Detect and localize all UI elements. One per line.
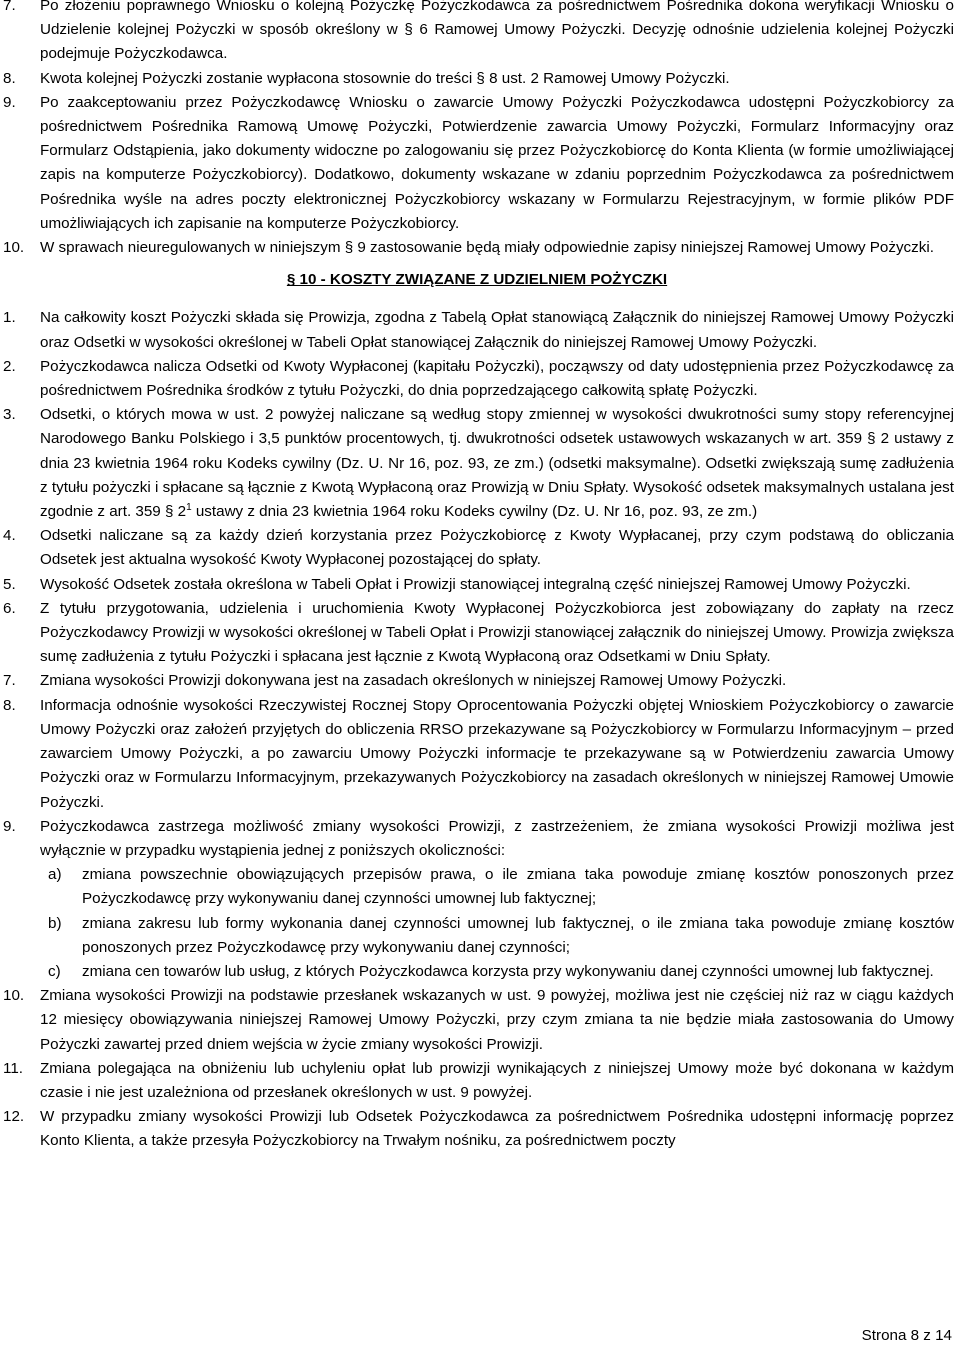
sub-list-item-letter: b) [48, 914, 62, 932]
sub-list-item [0, 960, 954, 984]
list-item [0, 573, 954, 597]
list-item [0, 669, 954, 693]
list-item [0, 597, 954, 670]
list-item-number: 6. [3, 599, 16, 617]
list-item-text: Pożyczkodawca zastrzega możliwość zmiany wysokości Prowizji, z zastrzeżeniem, że zmiana wysokości Prowizji możliwa jest wyłącznie w przypadku wystąpienia jednej z poniższych okoliczności: [40, 817, 954, 859]
list-item [0, 1057, 954, 1105]
sub-list-item-letter: a) [48, 866, 62, 884]
sub-list-item [0, 863, 954, 911]
section-heading: § 10 - KOSZTY ZWIĄZANE Z UDZIELNIEM POŻYCZKI [286, 271, 668, 289]
list-item [0, 236, 954, 260]
list-item-number: 5. [3, 575, 16, 593]
sub-list-item [0, 912, 954, 960]
list-item-number: 12. [3, 1108, 25, 1126]
superscript: 1 [186, 502, 192, 513]
list-item-text: Po złożeniu poprawnego Wniosku o kolejną Pożyczkę Pożyczkodawca za pośrednictwem Pośrednika dokona weryfikacji Wniosku o Udzielenie kolejnej Pożyczki w sposób określony w § 6 Ramowej Umowy Pożyczki. Decyzję odnośnie udzielenia kolejnej Pożyczki podejmuje Pożyczkodawca. [40, 0, 954, 63]
list-item-text-part: Odsetki, o których mowa w ust. 2 powyżej naliczane są według stopy zmiennej w wysokości dwukrotności sumy stopy referencyjnej Narodowego Banku Polskiego i 3,5 punktów procentowych, tj. dwukrotności odsetek ustawowych wskazanych w art. 359 § 2 ustawy z dnia 23 kwietnia 1964 roku Kodeks cywilny (Dz. U. Nr 16, poz. 93, ze zm.) (odsetki maksymalne). Odsetki zwiększają sumę zadłużenia z tytułu pożyczki i spłacane są łącznie z Kwotą Wypłaconą oraz Prowizją w Dniu Spłaty. Wysokość odsetek maksymalnych ustalana jest zgodnie z art. 359 § 2 [40, 406, 954, 521]
list-item-number: 1. [3, 309, 16, 327]
list-item-text [40, 403, 954, 524]
list-item-text: Zmiana wysokości Prowizji dokonywana jest na zasadach określonych w niniejszej Ramowej Umowy Pożyczki. [40, 672, 787, 690]
list-item-number: 11. [3, 1059, 23, 1077]
list-item-number: 3. [3, 406, 16, 424]
list-item [0, 403, 954, 524]
list-item-number: 8. [3, 69, 16, 87]
sub-list-item-text: zmiana powszechnie obowiązujących przepisów prawa, o ile zmiana taka powoduje zmianę kosztów ponoszonych przez Pożyczkodawcę przy wykonywaniu danej czynności umownej lub faktycznej; [82, 866, 954, 908]
list-item-text: Zmiana polegająca na obniżeniu lub uchyleniu opłat lub prowizji wynikających z niniejszej Umowy może być dokonana w każdym czasie i nie jest uzależniona od przesłanek określonych w ust. 9 powyżej. [40, 1059, 954, 1101]
list-item-text: W przypadku zmiany wysokości Prowizji lub Odsetek Pożyczkodawca za pośrednictwem Pośrednika udostępni informację poprzez Konto Klienta, a także przesyła Pożyczkobiorcy na Trwałym nośniku, za pośrednictwem poczty [40, 1108, 954, 1150]
list-item-text: Pożyczkodawca nalicza Odsetki od Kwoty Wypłaconej (kapitału Pożyczki), począwszy od daty udostępnienia przez Pożyczkodawcę za pośrednictwem Pośrednika środków z tytułu Pożyczki, do dnia poprzedzającego całkowitą spłatę Pożyczki. [40, 357, 954, 400]
list-item-number: 2. [3, 357, 16, 375]
list-item [0, 91, 954, 236]
list-item-number: 9. [3, 93, 16, 111]
list-item-number: 8. [3, 696, 16, 714]
list-item [0, 306, 954, 354]
list-item-text: Informacja odnośnie wysokości Rzeczywistej Rocznej Stopy Oprocentowania Pożyczki objętej Wnioskiem Pożyczkobiorcy o zawarcie Umowy Pożyczki oraz założeń przyjętych do obliczenia RRSO przekazywane są Pożyczkobiorcy w Formularzu Informacyjnym – przed zawarciem Umowy Pożyczki, a po zawarciu Umowy Pożyczki informacje te przekazywane są w Potwierdzeniu zawarcia Umowy Pożyczki oraz w Formularzu Informacyjnym, przekazywanych Pożyczkobiorcy na zasadach określonych w niniejszej Ramowej Umowie Pożyczki. [40, 696, 954, 811]
list-item-number: 9. [3, 817, 16, 835]
list-item [0, 815, 954, 863]
list-item-text: Po zaakceptowaniu przez Pożyczkodawcę Wniosku o zawarcie Umowy Pożyczki Pożyczkodawca udostępni Pożyczkobiorcy za pośrednictwem Pośrednika Ramową Umowę Pożyczki, Potwierdzenie zawarcia Umowy Pożyczki, Formularz Informacyjny oraz Formularz Odstąpienia, jako dokumenty widoczne po zalogowaniu się przez Pożyczkobiorcę do Konta Klienta (w formie umożliwiającej zapis na komputerze Pożyczkobiorcy). Dodatkowo, dokumenty wskazane w zdaniu poprzednim Pożyczkodawca za pośrednictwem Pośrednika wyśle na adres poczty elektronicznej Pożyczkobiorcy wskazany w Formularzu Rejestracyjnym, w formie plików PDF umożliwiających ich zapisanie na komputerze Pożyczkobiorcy. [40, 93, 954, 232]
list-item-text: Odsetki naliczane są za każdy dzień korzystania przez Pożyczkobiorcę z Kwoty Wypłacanej, przy czym podstawą do obliczania Odsetek jest aktualna wysokość Kwoty Wypłaconej pozostającej do spłaty. [40, 527, 954, 569]
list-item [0, 0, 954, 67]
list-item [0, 1105, 954, 1153]
list-item-text: Na całkowity koszt Pożyczki składa się Prowizja, zgodna z Tabelą Opłat stanowiącą Załącznik do niniejszej Ramowej Umowy Pożyczki oraz Odsetki w wysokości określonej w Tabeli Opłat stanowiącej Załącznik do niniejszej Ramowej Umowy Pożyczki. [40, 309, 954, 351]
list-item-text: Kwota kolejnej Pożyczki zostanie wypłacona stosownie do treści § 8 ust. 2 Ramowej Umowy Pożyczki. [40, 69, 730, 87]
list-item [0, 694, 954, 815]
list-item-number: 7. [3, 672, 16, 690]
list-item [0, 984, 954, 1057]
list-item-text: W sprawach nieuregulowanych w niniejszym § 9 zastosowanie będą miały odpowiednie zapisy niniejszej Ramowej Umowy Pożyczki. [40, 239, 934, 257]
sub-list-item-text: zmiana cen towarów lub usług, z których Pożyczkodawca korzysta przy wykonywaniu danej czynności umownej lub faktycznej. [82, 962, 934, 980]
list-item-number: 7. [3, 0, 16, 14]
list-item-text: Zmiana wysokości Prowizji na podstawie przesłanek wskazanych w ust. 9 powyżej, możliwa jest nie częściej niż raz w ciągu każdych 12 miesięcy obowiązywania niniejszej Ramowej Umowy Pożyczki, przy czym zmiana ta nie będzie miała zastosowania do Umowy Pożyczki zawartej przed dniem wejścia w życie zmiany wysokości Prowizji. [40, 987, 954, 1053]
list-item-text: Z tytułu przygotowania, udzielenia i uruchomienia Kwoty Wypłaconej Pożyczkobiorca jest zobowiązany do zapłaty na rzecz Pożyczkodawcy Prowizji w wysokości określonej w Tabeli Opłat i Prowizji stanowiącej załącznik do niniejszej Umowy. Prowizja zwiększa sumę zadłużenia z tytułu Pożyczki i spłacana jest łącznie z Kwotą Wypłaconą oraz Odsetkami w Dniu Spłaty. [40, 599, 954, 666]
list-item [0, 355, 954, 403]
list-item-text-part: ustawy z dnia 23 kwietnia 1964 roku Kodeks cywilny (Dz. U. Nr 16, poz. 93, ze zm.) [191, 503, 758, 521]
list-item-text: Wysokość Odsetek została określona w Tabeli Opłat i Prowizji stanowiącej integralną część niniejszej Ramowej Umowy Pożyczki. [40, 575, 911, 593]
list-item-number: 10. [3, 239, 25, 257]
sub-list-item-text: zmiana zakresu lub formy wykonania danej czynności umownej lub faktycznej, o ile zmiana taka powoduje zmianę kosztów ponoszonych przez Pożyczkodawcę przy wykonywaniu danej czynności; [82, 914, 954, 956]
list-item-number: 4. [3, 527, 16, 545]
list-item-number: 10. [3, 987, 25, 1005]
list-item [0, 524, 954, 572]
list-item [0, 67, 954, 91]
page-number: Strona 8 z 14 [861, 1327, 952, 1344]
sub-list-item-letter: c) [48, 962, 61, 980]
